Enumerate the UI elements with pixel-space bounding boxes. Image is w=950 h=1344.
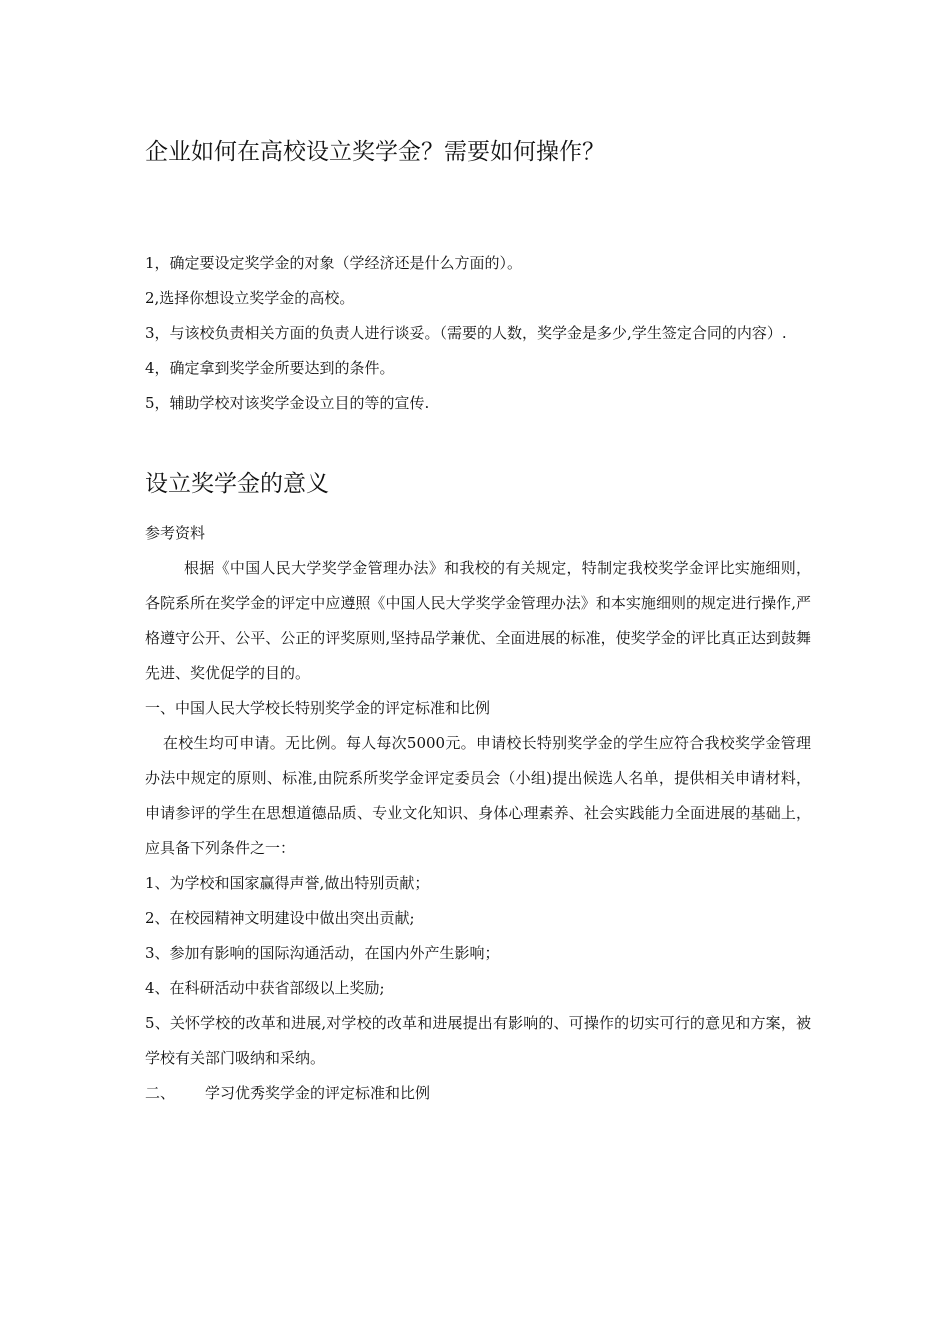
section1-paragraph: 在校生均可申请。无比例。每人每次5000元。申请校长特别奖学金的学生应符合我校奖学金管理办法中规定的原则、标准,由院系所奖学金评定委员会（小组)提出候选人名单，提供相关申请材料，申请参评的学生在思想道德品质、专业文化知识、身体心理素养、社会实践能力全面进展的基础上，应具备下列条件之一： xyxy=(145,734,811,857)
document-body xyxy=(145,516,811,1111)
document-title: 企业如何在高校设立奖学金？需要如何操作？ xyxy=(145,139,605,165)
section-subtitle: 设立奖学金的意义 xyxy=(145,471,329,497)
condition-item: 3、参加有影响的国际沟通活动，在国内外产生影响； xyxy=(145,944,500,962)
condition-item: 4、在科研活动中获省部级以上奖励; xyxy=(145,979,385,997)
condition-item: 2、在校园精神文明建设中做出突出贡献; xyxy=(145,909,415,927)
intro-paragraph: 根据《中国人民大学奖学金管理办法》和我校的有关规定，特制定我校奖学金评比实施细则，各院系所在奖学金的评定中应遵照《中国人民大学奖学金管理办法》和本实施细则的规定进行操作,严格遵守公开、公平、公正的评奖原则,坚持品学兼优、全面进展的标准，使奖学金的评比真正达到鼓舞先进、奖优促学的目的。 xyxy=(145,559,811,682)
section2-heading: 学习优秀奖学金的评定标准和比例 xyxy=(205,1084,431,1102)
step-item: 4，确定拿到奖学金所要达到的条件。 xyxy=(145,359,395,377)
section1-heading: 一、中国人民大学校长特别奖学金的评定标准和比例 xyxy=(145,699,491,717)
condition-item: 1、为学校和国家赢得声誉,做出特别贡献； xyxy=(145,874,430,892)
step-item: 2,选择你想设立奖学金的高校。 xyxy=(145,289,355,307)
condition-item: 5、关怀学校的改革和进展,对学校的改革和进展提出有影响的、可操作的切实可行的意见和方案，被学校有关部门吸纳和采纳。 xyxy=(145,1014,811,1067)
reference-label: 参考资料 xyxy=(145,524,206,542)
step-item: 5，辅助学校对该奖学金设立目的等的宣传. xyxy=(145,394,430,412)
step-item: 1，确定要设定奖学金的对象（学经济还是什么方面的）。 xyxy=(145,254,523,272)
section2-number: 二、 xyxy=(145,1084,176,1102)
steps-list xyxy=(145,246,811,421)
section2-heading-line xyxy=(145,1076,811,1111)
step-item: 3，与该校负责相关方面的负责人进行谈妥。（需要的人数，奖学金是多少,学生签定合同的内容）. xyxy=(145,324,787,342)
